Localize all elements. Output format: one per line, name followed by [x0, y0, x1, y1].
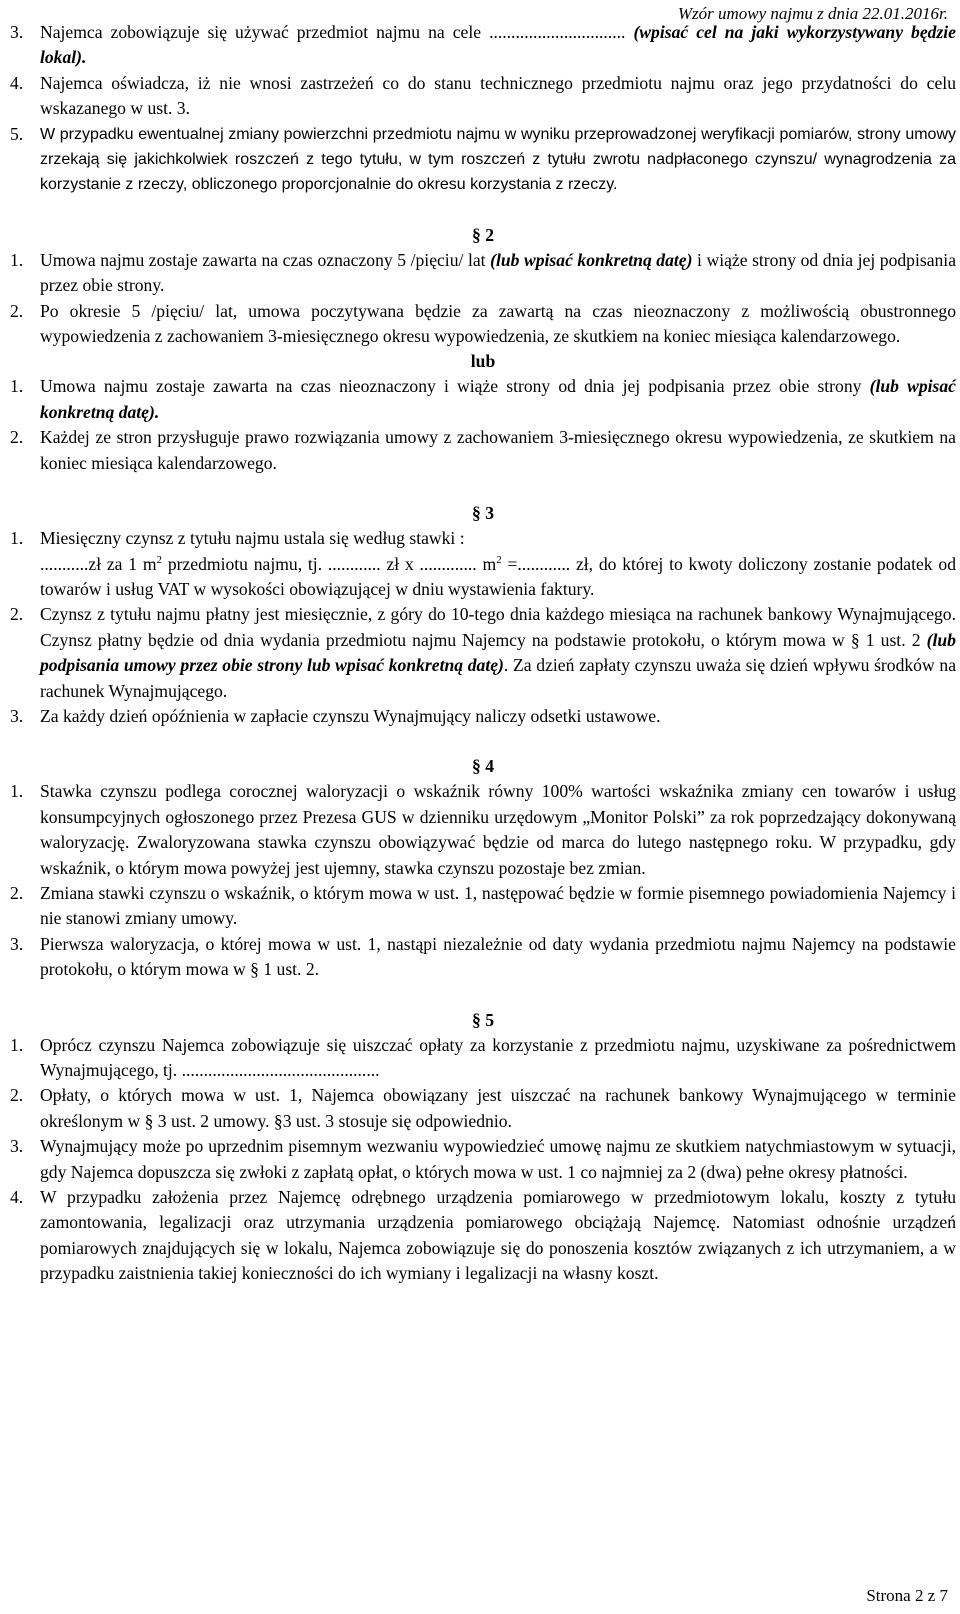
document-header: Wzór umowy najmu z dnia 22.01.2016r.	[677, 4, 948, 23]
alternative-lub: lub	[470, 351, 496, 372]
section-heading-4: § 4	[472, 756, 494, 777]
paragraph-2-1-alt: 1. Umowa najmu zostaje zawarta na czas nieoznaczony i wiąże strony od dnia jej podpisania przez obie strony (lub wpisać konkretną datę).	[10, 376, 956, 422]
paragraph-3-1: 1. Miesięczny czynsz z tytułu najmu ustala się według stawki : ...........zł za 1 $m^2$ przedmiotu najmu, tj. ............ zł x ............. $m^2$ =............ zł, do której to kwoty doliczony zostanie podatek od towarów i usług VAT w wysokości obowiązującej w dniu wystawienia faktury.	[10, 528, 956, 599]
paragraph-4-2: 2. Zmiana stawki czynszu o wskaźnik, o którym mowa w ust. 1, następować będzie w formie pisemnego powiadomienia Najemcy i nie stanowi zmiany umowy.	[10, 882, 956, 929]
page-number: Strona 2 z 7	[866, 1586, 948, 1605]
paragraph-3-3: 3. Za każdy dzień opóźnienia w zapłacie czynszu Wynajmujący naliczy odsetki ustawowe.	[10, 705, 661, 726]
paragraph-2-2-alt: 2. Każdej ze stron przysługuje prawo rozwiązania umowy z zachowaniem 3-miesięcznego okresu wypowiedzenia, ze skutkiem na koniec miesiąca kalendarzowego.	[10, 427, 956, 473]
paragraph-1-3: 3. Najemca zobowiązuje się używać przedmiot najmu na cele ............................... (wpisać cel na jaki wykorzystywany będzie lokal).	[10, 22, 956, 68]
paragraph-3-2: 2. Czynsz z tytułu najmu płatny jest miesięcznie, z góry do 10-tego dnia każdego miesiąca na rachunek bankowy Wynajmującego. Czynsz płatny będzie od dnia wydania przedmiotu najmu Najemcy na podstawie protokołu, o którym mowa w § 1 ust. 2 (lub podpisania umowy przez obie strony lub wpisać konkretną datę). Za dzień zapłaty czynszu uważa się dzień wpływu środków na rachunek Wynajmującego.	[10, 604, 957, 701]
paragraph-2-2: 2. Po okresie 5 /pięciu/ lat, umowa poczytywana będzie za zawartą na czas nieoznaczony z możliwością obustronnego wypowiedzenia z zachowaniem 3-miesięcznego okresu wypowiedzenia, ze skutkiem na koniec miesiąca kalendarzowego.	[10, 300, 956, 347]
section-heading-5: § 5	[472, 1009, 494, 1030]
paragraph-5-3: 3. Wynajmujący może po uprzednim pisemnym wezwaniu wypowiedzieć umowę najmu ze skutkiem natychmiastowym w sytuacji, gdy Najemca dopuszcza się zwłoki z zapłatą opłat, o których mowa w ust. 1 co najmniej za 2 (dwa) pełne okresy płatności.	[10, 1136, 956, 1182]
paragraph-1-5: 5. W przypadku ewentualnej zmiany powierzchni przedmiotu najmu w wyniku przeprowadzonej weryfikacji pomiarów, strony umowy zrzekają się jakichkolwiek roszczeń z tego tytułu, w tym roszczeń z tytułu zwrotu nadpłaconego czynszu/ wynagrodzenia za korzystanie z rzeczy, obliczonego proporcjonalnie do okresu korzystania z rzeczy.	[10, 123, 956, 194]
paragraph-5-4: 4. W przypadku założenia przez Najemcę odrębnego urządzenia pomiarowego w przedmiotowym lokalu, koszty z tytułu zamontowania, legalizacji oraz utrzymania urządzenia pomiarowego obciążają Najemcę. Natomiast odnośnie urządzeń pomiarowych znajdujących się w lokalu, Najemca zobowiązuje się do ponoszenia kosztów związanych z ich utrzymaniem, a w przypadku zaistnienia takiej konieczności do ich wymiany i legalizacji na własny koszt.	[10, 1187, 956, 1284]
section-heading-2: § 2	[472, 224, 494, 245]
paragraph-2-1: 1. Umowa najmu zostaje zawarta na czas oznaczony 5 /pięciu/ lat (lub wpisać konkretną datę) i wiąże strony od dnia jej podpisania przez obie strony.	[10, 249, 956, 296]
paragraph-5-2: 2. Opłaty, o których mowa w ust. 1, Najemca obowiązany jest uiszczać na rachunek bankowy Wynajmującego w terminie określonym w § 3 ust. 2 umowy. §3 ust. 3 stosuje się odpowiednio.	[10, 1085, 956, 1131]
paragraph-4-3: 3. Pierwsza waloryzacja, o której mowa w ust. 1, nastąpi niezależnie od daty wydania przedmiotu najmu Najemcy na podstawie protokołu, o którym mowa w § 1 ust. 2.	[10, 933, 956, 980]
paragraph-5-1: 1. Oprócz czynszu Najemca zobowiązuje się uiszczać opłaty za korzystanie z przedmiotu najmu, uzyskiwane za pośrednictwem Wynajmującego, tj. .............................................	[10, 1034, 956, 1080]
section-heading-3: § 3	[472, 503, 494, 524]
paragraph-1-4: 4. Najemca oświadcza, iż nie wnosi zastrzeżeń co do stanu technicznego przedmiotu najmu oraz jego przydatności do celu wskazanego w ust. 3.	[10, 72, 956, 119]
document-body	[10, 20, 956, 1287]
paragraph-4-1: 1. Stawka czynszu podlega corocznej waloryzacji o wskaźnik równy 100% wartości wskaźnika zmiany cen towarów i usług konsumpcyjnych ogłoszonego przez Prezesa GUS w dzienniku urzędowym „Monitor Polski” za rok poprzedzający dokonywaną waloryzację. Zwaloryzowana stawka czynszu obowiązywać będzie od marca do lutego następnego roku. W przypadku, gdy wskaźnik, o którym mowa powyżej jest ujemny, stawka czynszu pozostaje bez zmian.	[10, 781, 956, 878]
